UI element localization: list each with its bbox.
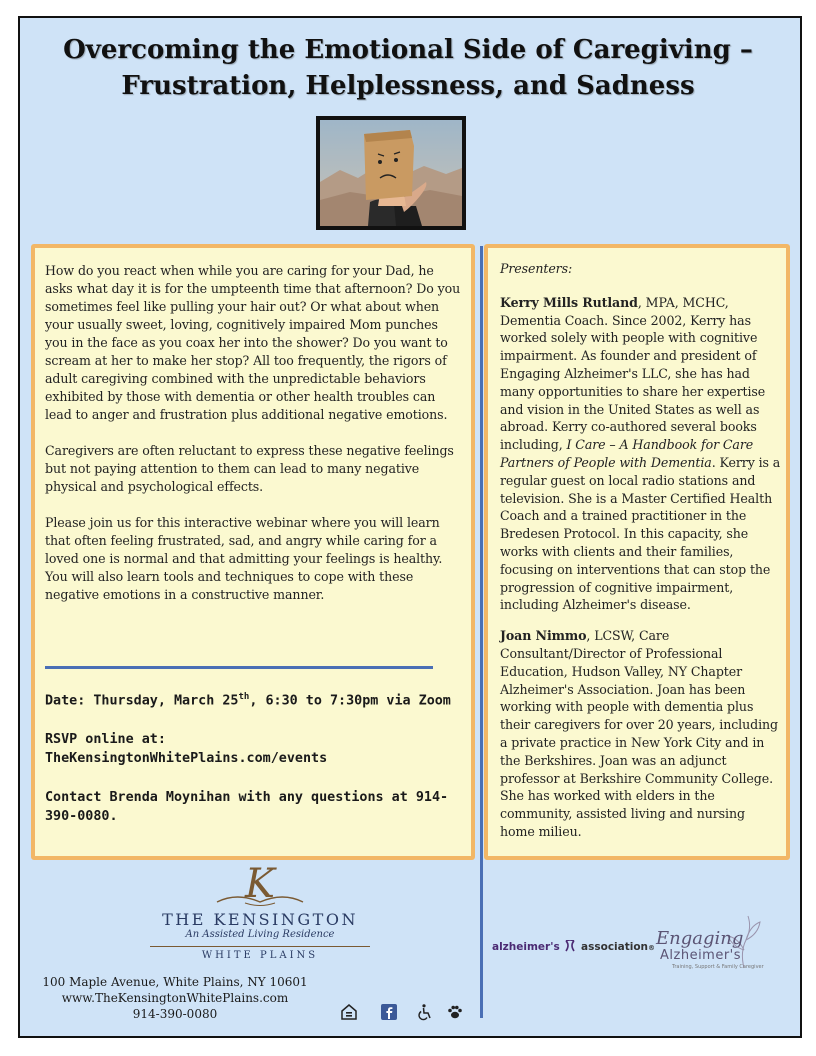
presenters-text: [500, 260, 782, 854]
book-title: I Care – A Handbook for Care Partners of People with Dementia: [500, 437, 754, 470]
pet-paw-icon: [446, 1003, 464, 1021]
page-title: [30, 32, 786, 104]
presenter-bio-joan: Joan Nimmo, LCSW, Care Consultant/Director of Professional Education, Hudson Valley, NY Chapter Alzheimer's Association. Joan has been working with people with dementia plus their caregivers for over 20 years, including a private practice in New York City and in the Berkshires. Joan was an adjunct professor at Berkshire Community College. She has worked with elders in the community, assisted living and nursing home milieu.: [500, 628, 778, 839]
paper-bag-photo: [316, 116, 466, 230]
street-address: 100 Maple Avenue, White Plains, NY 10601: [42, 975, 308, 989]
presenter-bio-kerry: Kerry Mills Rutland, MPA, MCHC, Dementia Coach. Since 2002, Kerry has worked solely with people with cognitive impairment. As founder and president of Engaging Alzheimer's LLC, she has had many opportunities to share her expertise and vision in the United States as well as abroad. Kerry co-authored several books including, I Care – A Handbook for Care Partners of People with Dementia. Kerry is a regular guest on local radio stations and television. She is a Master Certified Health Coach and a trained practitioner in the Bredesen Protocol. In this capacity, she works with clients and their families, focusing on interventions that can stop the progression of cognitive impairment, including Alzheimer's disease.: [500, 294, 781, 613]
logo-rule: [150, 946, 370, 947]
event-date: Date: Thursday, March 25th, 6:30 to 7:30pm via Zoom: [45, 692, 451, 709]
presenter-name-kerry: Kerry Mills Rutland: [500, 294, 638, 310]
engaging-word: Engaging: [656, 928, 744, 949]
reluctance-paragraph: Caregivers are often reluctant to express these negative feelings but not paying attention to them can lead to many negative physical and psychological effects.: [45, 443, 454, 494]
facebook-icon[interactable]: [380, 1003, 398, 1021]
phone-number: 914-390-0080: [132, 1007, 218, 1021]
alz-name-b: association: [581, 941, 649, 953]
title-line-2: Frustration, Helplessness, and Sadness: [121, 71, 695, 101]
kensington-location: WHITE PLAINS: [201, 950, 319, 961]
rsvp-link[interactable]: TheKensingtonWhitePlains.com/events: [45, 751, 328, 767]
invitation-paragraph: Please join us for this interactive webinar where you will learn that often feeling frustrated, sad, and angry while caring for a loved one is normal and that admitting your feelings is healthy. You will also learn tools and techniques to cope with these negative emotions in a constructive manner.: [45, 515, 443, 602]
event-details: [45, 688, 463, 846]
kensington-logo: [150, 861, 370, 964]
presenter-name-joan: Joan Nimmo: [500, 628, 587, 644]
address-block: [40, 974, 310, 1022]
section-divider: [45, 666, 433, 669]
alz-ribbon-icon: [563, 940, 577, 952]
engaging-alzheimers-word: Alzheimer's: [660, 948, 742, 963]
intro-paragraph: How do you react when while you are caring for your Dad, he asks what day it is for the umpteenth time that afternoon? Do you sometimes feel like pulling your hair out? Or what about when your usually sweet, loving, cognitively impaired Mom punches you in the face as you coax her into the shower? Do you want to scream at her to make her stop? All too frequently, the rigors of adult caregiving combined with the unpredictable behaviors exhibited by those with dementia or other health troubles can lead to anger and frustration plus additional negative emotions.: [45, 263, 461, 422]
kensington-tagline: An Assisted Living Residence: [185, 929, 335, 940]
engaging-tagline: Training, Support & Family Caregiver: [672, 964, 764, 970]
alzheimers-association-logo: alzheimer's association®: [492, 941, 656, 953]
photo-illustration: [320, 120, 462, 226]
event-contact: Contact Brenda Moynihan with any questions at 914-390-0080.: [45, 789, 449, 825]
title-line-1: Overcoming the Emotional Side of Caregiving –: [63, 35, 753, 65]
description-text: [45, 262, 463, 622]
alz-name-a: alzheimer's: [492, 941, 560, 953]
engaging-alzheimers-logo: [650, 912, 770, 974]
presenters-heading: Presenters:: [500, 261, 573, 276]
website-link[interactable]: www.TheKensingtonWhitePlains.com: [61, 991, 289, 1005]
kensington-brand: THE KENSINGTON: [162, 910, 358, 929]
event-rsvp: [45, 730, 463, 769]
wheelchair-icon: [416, 1003, 434, 1021]
k-monogram-icon: K: [245, 861, 275, 907]
column-divider: [480, 246, 483, 1018]
footer-icons: [340, 1003, 470, 1023]
equal-housing-icon: [340, 1003, 358, 1021]
rsvp-label: RSVP online at:: [45, 731, 166, 747]
